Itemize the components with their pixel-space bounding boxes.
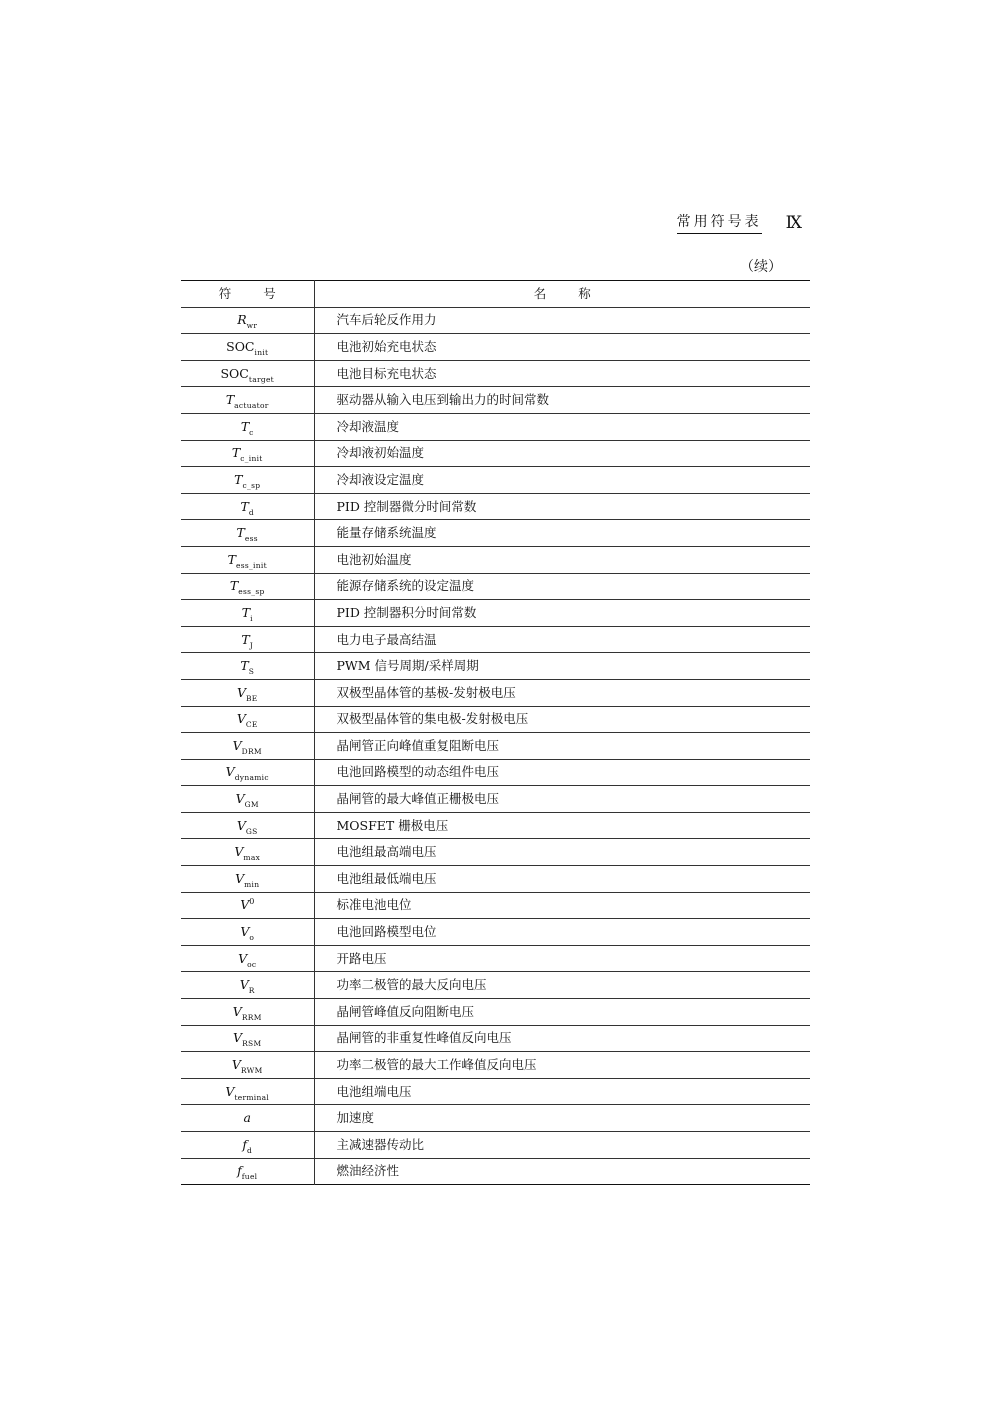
name-cell: 电池组最高端电压 [314,839,810,866]
symbol-cell [181,999,314,1026]
symbol-subscript: c [249,427,254,437]
name-cell: 标准电池电位 [314,892,810,919]
symbol-cell [181,307,314,334]
symbol-subscript: ess_init [235,560,267,570]
symbol-cell [181,387,314,414]
symbol-cell [181,679,314,706]
symbol-subscript: GS [245,826,258,836]
symbol-subscript: max [243,853,261,863]
table-row [181,733,810,760]
symbol-subscript: RRM [241,1012,262,1022]
table-row [181,546,810,573]
symbol-base: T [236,525,245,541]
symbol-cell [181,919,314,946]
symbol-base: a [243,1110,251,1126]
table-row [181,1105,810,1132]
symbol-subscript: fuel [241,1172,258,1182]
table-row [181,839,810,866]
symbol-cell [181,1105,314,1132]
symbol-cell [181,759,314,786]
name-cell: 电池初始充电状态 [314,334,810,361]
symbol-base: T [241,604,251,620]
table-row [181,706,810,733]
name-cell: 能量存储系统温度 [314,520,810,547]
name-cell: 双极型晶体管的基极-发射极电压 [314,679,810,706]
table-row [181,387,810,414]
symbol-subscript: S [248,667,255,677]
name-cell: 电池组端电压 [314,1078,810,1105]
symbol-cell [181,866,314,893]
name-cell: 能源存储系统的设定温度 [314,573,810,600]
header-title: 常用符号表 [677,213,762,234]
symbol-base: V [235,870,245,886]
symbol-subscript: R [248,986,255,996]
symbol-cell [181,786,314,813]
table-row [181,520,810,547]
symbol-subscript: init [254,347,269,357]
table-row [181,972,810,999]
table-row [181,307,810,334]
name-cell: MOSFET 栅极电压 [314,812,810,839]
symbol-base: V [236,817,246,833]
symbol-base: T [229,578,239,594]
symbol-subscript: oc [247,959,257,969]
symbol-base: V [233,1030,243,1046]
symbol-base: V [234,844,244,860]
continued-label: （续） [740,259,782,275]
table-row [181,1025,810,1052]
name-cell: 汽车后轮反作用力 [314,307,810,334]
symbol-subscript: target [248,374,274,384]
symbol-cell [181,945,314,972]
symbol-subscript: dynamic [234,773,269,783]
symbol-base: f [237,1163,242,1179]
table-row [181,493,810,520]
name-cell: 电池回路模型电位 [314,919,810,946]
name-cell: 燃油经济性 [336,1163,400,1179]
symbol-cell [181,334,314,361]
table-row [181,413,810,440]
symbol-base: V [238,950,248,966]
symbol-cell [181,546,314,573]
symbol-subscript: c_init [240,454,263,464]
name-cell: 晶闸管正向峰值重复阻断电压 [314,733,810,760]
name-cell: 主减速器传动比 [314,1132,810,1159]
name-cell: 功率二极管的最大工作峰值反向电压 [314,1052,810,1079]
name-cell: 晶闸管的最大峰值正栅极电压 [314,786,810,813]
name-cell: PWM 信号周期/采样周期 [314,653,810,680]
symbol-cell [181,493,314,520]
symbol-base: V [231,1057,241,1073]
name-cell: 冷却液初始温度 [314,440,810,467]
table-row [181,919,810,946]
column-header-symbol: 符号 [181,281,314,308]
table-row [181,573,810,600]
symbol-subscript: ess_sp [238,587,265,597]
symbol-cell [181,1078,314,1105]
symbol-cell [181,573,314,600]
symbol-cell [181,839,314,866]
name-cell: 晶闸管峰值反向阻断电压 [314,999,810,1026]
table-row [181,1078,810,1105]
running-header [0,208,802,234]
symbol-cell [181,1158,314,1185]
symbol-subscript: CE [245,720,258,730]
symbol-cell [181,706,314,733]
symbol-subscript: c_sp [242,480,261,490]
table-row [181,440,810,467]
symbol-subscript: d [248,507,254,517]
symbol-base: V [232,737,242,753]
table-row [181,812,810,839]
symbol-cell [181,1132,314,1159]
table-body [181,307,810,1185]
symbol-base: T [241,631,250,647]
table-row [181,866,810,893]
symbol-subscript: RSM [242,1039,262,1049]
symbol-base: V [239,977,249,993]
symbol-superscript: 0 [249,897,255,907]
symbol-cell [181,467,314,494]
symbol-table [181,280,810,1185]
symbol-cell [181,626,314,653]
symbol-cell [181,520,314,547]
symbol-base: V [236,711,246,727]
symbol-cell [181,600,314,627]
symbol-cell [181,972,314,999]
name-cell: 冷却液设定温度 [314,467,810,494]
table-row [181,892,810,919]
symbol-base: SOC [226,338,255,354]
table-row [181,945,810,972]
table-row [181,1132,810,1159]
symbol-subscript: d [247,1145,253,1155]
symbol-base: V [232,1003,242,1019]
symbol-base: V [236,684,246,700]
symbol-base: V [235,791,245,807]
symbol-subscript: GM [244,800,259,810]
symbol-subscript: J [249,640,254,650]
name-cell: 双极型晶体管的集电极-发射极电压 [314,706,810,733]
symbol-subscript: actuator [234,401,269,411]
symbol-base: T [231,445,241,461]
symbol-subscript: min [244,879,260,889]
symbol-base: SOC [220,365,249,381]
table-header-row [181,281,810,308]
symbol-subscript: wr [246,321,258,331]
symbol-cell [181,1025,314,1052]
symbol-subscript: i [250,613,253,623]
table-row [181,600,810,627]
page-number: Ⅸ [785,213,802,233]
name-cell: PID 控制器积分时间常数 [314,600,810,627]
symbol-subscript: BE [245,693,258,703]
symbol-base: V [225,1083,235,1099]
name-cell: 功率二极管的最大反向电压 [314,972,810,999]
symbol-subscript: terminal [234,1092,270,1102]
symbol-subscript: o [249,933,255,943]
name-cell: 电池目标充电状态 [314,360,810,387]
table-row [181,334,810,361]
table-row [181,360,810,387]
name-cell: 驱动器从输入电压到输出力的时间常数 [314,387,810,414]
name-cell: 加速度 [314,1105,810,1132]
table-row [181,1052,810,1079]
table-row [181,759,810,786]
symbol-base: f [242,1136,248,1152]
symbol-subscript: ess [244,534,258,544]
symbol-cell [181,892,314,919]
symbol-base: T [234,471,243,487]
symbol-cell [181,1052,314,1079]
symbol-subscript: RWM [240,1066,263,1076]
symbol-base: T [227,551,236,567]
symbol-base: V [240,924,250,940]
table-row [181,626,810,653]
symbol-cell [181,733,314,760]
table-row [181,999,810,1026]
name-cell: 电池组最低端电压 [314,866,810,893]
symbol-cell [181,440,314,467]
table-row [181,679,810,706]
name-cell: 冷却液温度 [314,413,810,440]
symbol-base: T [240,658,249,674]
name-cell: 开路电压 [314,945,810,972]
name-cell: 电力电子最高结温 [314,626,810,653]
name-cell: 电池初始温度 [314,546,810,573]
table-row [181,653,810,680]
table-row [181,1158,810,1185]
symbol-base: T [240,498,249,514]
table-row [181,467,810,494]
column-header-name: 名称 [314,281,810,308]
symbol-base: T [240,418,250,434]
name-cell: PID 控制器微分时间常数 [314,493,810,520]
symbol-cell [181,360,314,387]
symbol-base: T [225,392,235,408]
symbol-base: V [240,897,250,913]
symbol-cell [181,653,314,680]
name-cell: 电池回路模型的动态组件电压 [314,759,810,786]
name-cell: 晶闸管的非重复性峰值反向电压 [314,1025,810,1052]
symbol-base: V [225,764,235,780]
symbol-subscript: DRM [241,746,262,756]
symbol-cell [181,413,314,440]
symbol-base: R [237,312,247,328]
symbol-cell [181,812,314,839]
table-row [181,786,810,813]
